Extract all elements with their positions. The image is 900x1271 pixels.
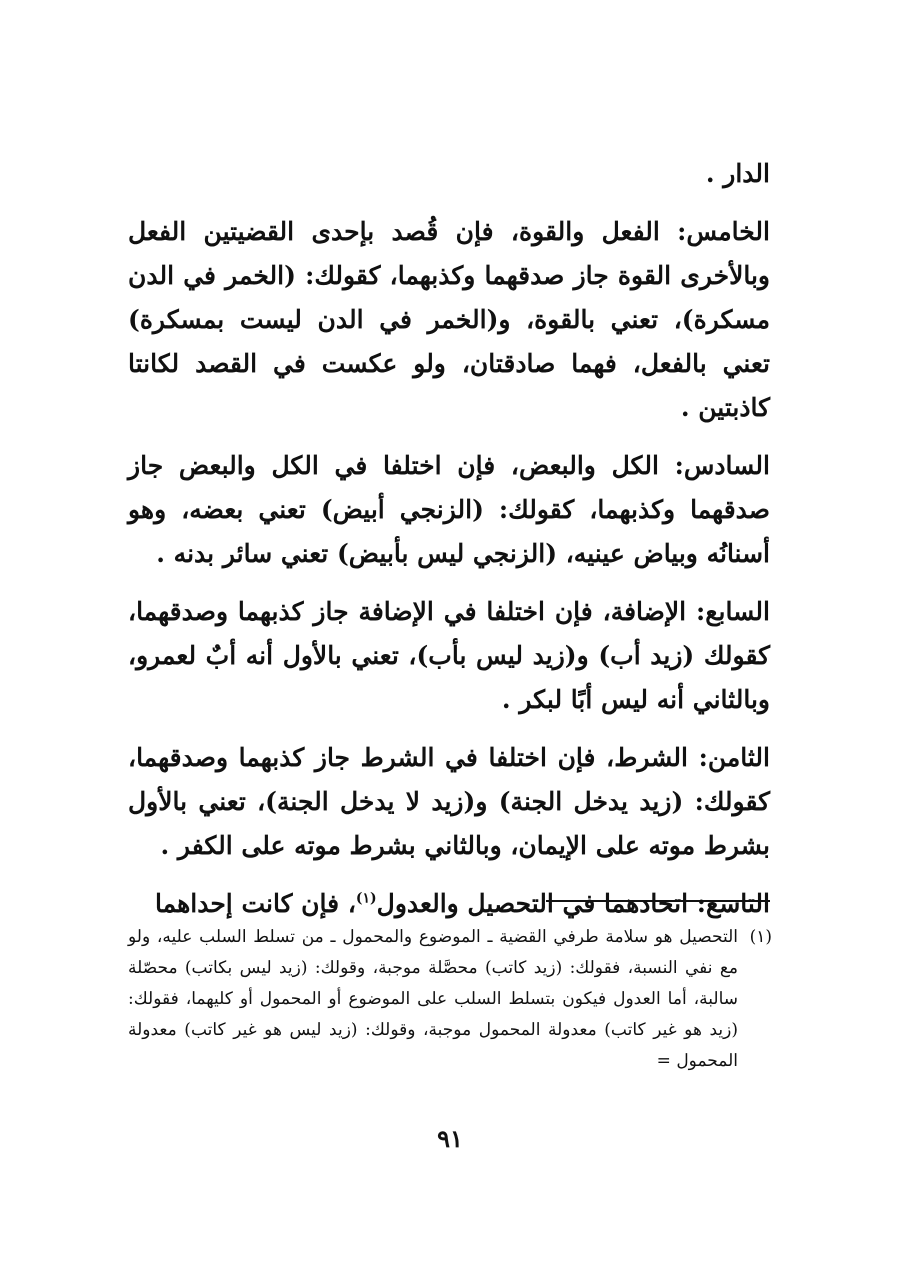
footnote-reference: (١) (355, 890, 377, 907)
paragraph-text: : الفعل والقوة، فإن قُصد بإحدى القضيتين الفعل وبالأخرى القوة جاز صدقهما وكذبهما، كقولك: (الخمر في الدن مسكرة)، تعني بالقوة، و(الخمر في الدن ليست بمسكرة) تعني بالفعل، فهما صادقتان، ولو عكست في القصد لكانتا كاذبتين . (128, 217, 770, 422)
paragraph-text: الدار . (705, 159, 770, 188)
footnote-separator (546, 900, 770, 902)
footnote-marker: (١) (749, 927, 772, 947)
paragraph-heading: السادس (683, 451, 770, 480)
paragraph-text: : اتحادهما في التحصيل والعدول (376, 889, 707, 918)
paragraph-fifth (128, 210, 770, 430)
paragraph-heading: السابع (705, 597, 770, 626)
paragraph-text: : الشرط، فإن اختلفا في الشرط جاز كذبهما وصدقهما، كقولك: (زيد يدخل الجنة) و(زيد لا يدخل الجنة)، تعني بالأول بشرط موته على الإيمان، وبالثاني بشرط موته على الكفر . (128, 743, 770, 860)
paragraph-text: : الكل والبعض، فإن اختلفا في الكل والبعض جاز صدقهما وكذبهما، كقولك: (الزنجي أبيض) تعني بعضه، وهو أسنانُه وبياض عينيه، (الزنجي ليس بأبيض) تعني سائر بدنه . (128, 451, 770, 568)
footnote-text: التحصيل هو سلامة طرفي القضية ـ الموضوع والمحمول ـ من تسلط السلب عليه، ولو مع نفي النسبة، فقولك: (زيد كاتب) محصَّلة موجبة، وقولك: (زيد ليس بكاتب) محصّلة سالبة، أما العدول فيكون بتسلط السلب على الموضوع أو المحمول أو كليهما، فقولك: (زيد هو غير كاتب) معدولة المحمول موجبة، وقولك: (زيد ليس هو غير كاتب) معدولة المحمول = (128, 927, 738, 1071)
paragraph-text: : الإضافة، فإن اختلفا في الإضافة جاز كذبهما وصدقهما، كقولك (زيد أب) و(زيد ليس بأب)، تعني بالأول أنه أبٌ لعمرو، وبالثاني أنه ليس أبًا لبكر . (128, 597, 770, 714)
paragraph-seventh (128, 590, 770, 722)
paragraph-heading: التاسع (706, 889, 770, 918)
paragraph-continuation (128, 152, 770, 196)
footnotes (128, 922, 772, 1077)
paragraph-heading: الخامس (686, 217, 770, 246)
paragraph-heading: الثامن (707, 743, 770, 772)
page-number: ٩١ (437, 1124, 463, 1153)
paragraph-eighth (128, 736, 770, 868)
paragraph-text: ، فإن كانت إحداهما (155, 889, 356, 918)
paragraph-sixth (128, 444, 770, 576)
main-text (128, 152, 770, 940)
paragraph-ninth (128, 882, 770, 926)
footnote-item (128, 922, 772, 1077)
